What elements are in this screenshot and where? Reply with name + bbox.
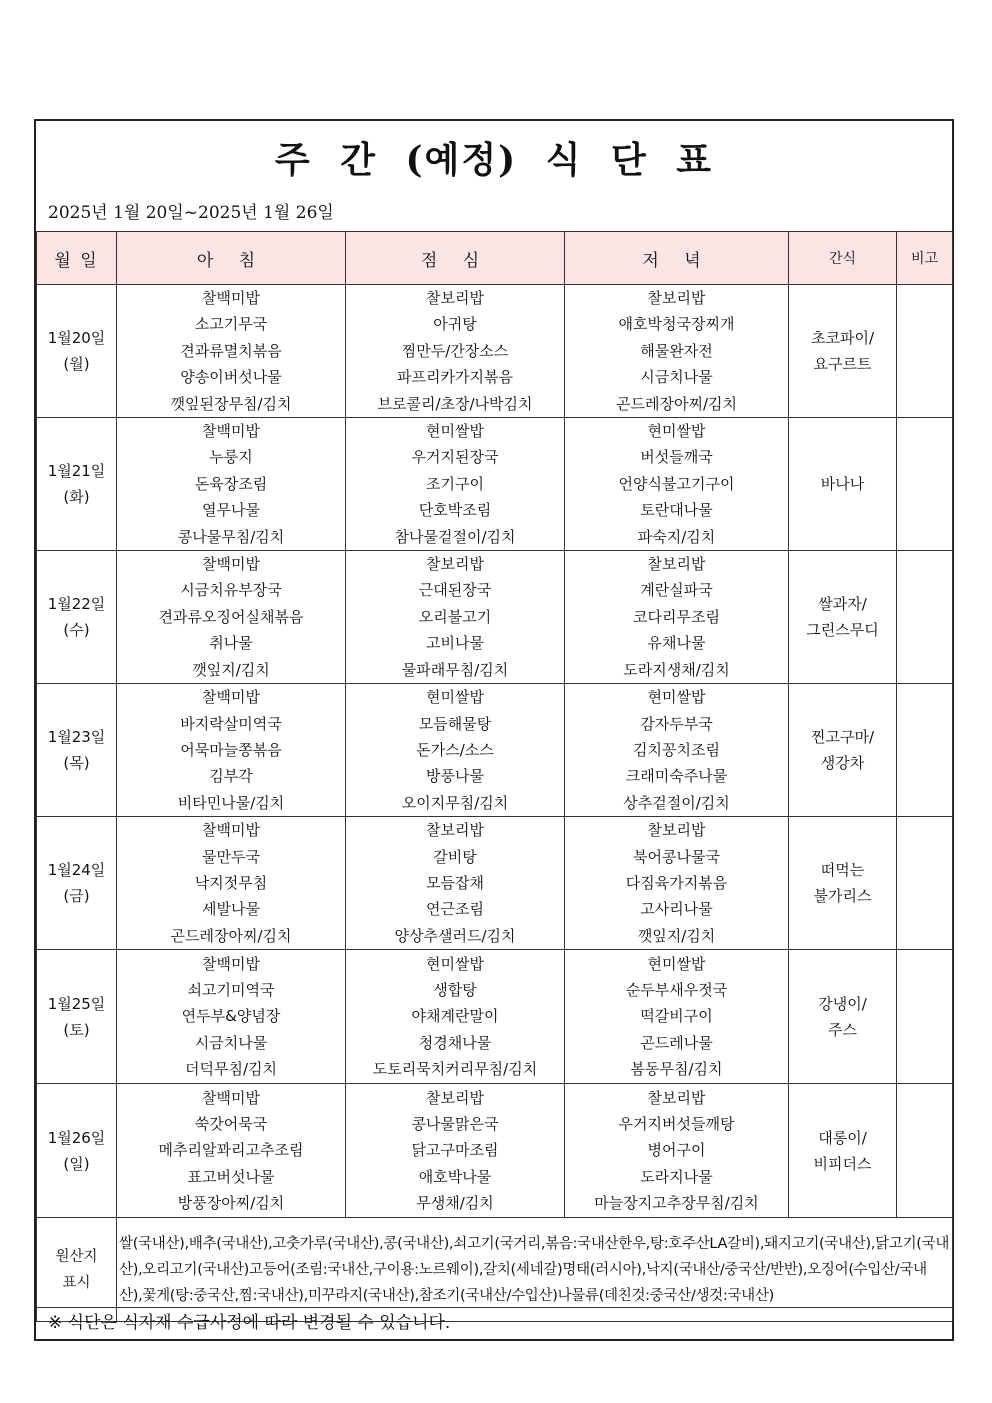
dinner-dish: 토란대나물 [640, 501, 713, 520]
dinner-dish: 떡갈비구이 [640, 1007, 713, 1026]
breakfast-cell [117, 684, 346, 817]
lunch-dish: 브로콜리/초장/나박김치 [377, 394, 533, 413]
page-title: 주 간 (예정) 식 단 표 [274, 139, 714, 181]
lunch-dish: 찰보리밥 [426, 555, 484, 574]
dinner-dish: 계란실파국 [640, 581, 713, 600]
snack-item: 초코파이/ [810, 329, 874, 348]
breakfast-dish: 누룽지 [209, 448, 253, 467]
lunch-dish: 콩나물맑은국 [411, 1115, 499, 1134]
snack-item: 요구르트 [813, 355, 872, 374]
dinner-dish: 고사리나물 [640, 900, 713, 919]
breakfast-dish: 더덕무침/김치 [185, 1060, 277, 1079]
breakfast-cell [117, 418, 346, 551]
lunch-cell [346, 285, 565, 418]
lunch-dish: 찰보리밥 [426, 821, 484, 840]
breakfast-cell [117, 1084, 346, 1218]
breakfast-dish: 견과류오징어실채볶음 [158, 607, 304, 626]
breakfast-cell [117, 285, 346, 418]
header-snack: 간식 [789, 232, 897, 285]
lunch-dish: 현미쌀밥 [426, 954, 484, 973]
menu-day-row [37, 418, 953, 551]
lunch-dish: 모듬해물탕 [418, 714, 492, 733]
lunch-dish: 근대된장국 [418, 581, 492, 600]
lunch-dish: 연근조림 [426, 900, 484, 919]
breakfast-cell [117, 817, 346, 950]
lunch-dish: 현미쌀밥 [426, 422, 484, 441]
menu-day-row [37, 1084, 953, 1218]
day-weekday: (화) [63, 488, 90, 507]
dinner-dish: 김치꽁치조림 [633, 740, 720, 759]
snack-item: 비피더스 [813, 1154, 872, 1173]
dinner-dish: 우거지버섯들깨탕 [618, 1115, 735, 1134]
day-weekday: (월) [63, 355, 90, 374]
header-row [37, 232, 953, 285]
breakfast-dish: 표고버섯나물 [187, 1167, 275, 1186]
breakfast-dish: 찰백미밥 [202, 821, 260, 840]
lunch-dish: 갈비탕 [433, 847, 477, 866]
breakfast-dish: 쑥갓어묵국 [194, 1115, 268, 1134]
lunch-dish: 아귀탕 [433, 315, 477, 334]
dinner-dish: 곤드레장아찌/김치 [616, 394, 737, 413]
lunch-cell [346, 1084, 565, 1218]
snack-cell [789, 817, 897, 950]
breakfast-dish: 시금치나물 [194, 1033, 268, 1052]
dinner-cell [565, 817, 789, 950]
breakfast-dish: 김부각 [209, 767, 253, 786]
dinner-dish: 현미쌀밥 [647, 422, 706, 441]
day-weekday: (토) [63, 1020, 90, 1039]
day-date: 1월24일 [47, 861, 106, 880]
dinner-dish: 순두부새우젓국 [625, 981, 728, 1000]
day-date: 1월25일 [47, 994, 106, 1013]
dinner-cell [565, 684, 789, 817]
weekly-menu-table [36, 231, 953, 1322]
breakfast-dish: 견과류멸치볶음 [180, 341, 282, 360]
breakfast-dish: 찰백미밥 [202, 289, 260, 307]
lunch-dish: 우거지된장국 [411, 448, 499, 467]
menu-day-row [37, 551, 953, 684]
snack-cell [789, 950, 897, 1084]
dinner-dish: 곤드레나물 [640, 1033, 713, 1052]
lunch-dish: 찰보리밥 [426, 1088, 484, 1107]
snack-cell [789, 1084, 897, 1218]
breakfast-dish: 취나물 [209, 634, 253, 653]
snack-cell [789, 418, 897, 551]
lunch-dish: 양상추샐러드/김치 [394, 926, 516, 945]
dinner-cell [565, 551, 789, 684]
dinner-cell [565, 285, 789, 418]
breakfast-cell [117, 551, 346, 684]
breakfast-dish: 비타민나물/김치 [177, 793, 285, 812]
snack-item: 바나나 [820, 475, 865, 494]
breakfast-dish: 소고기무국 [194, 315, 268, 334]
snack-item: 강냉이/ [818, 994, 867, 1013]
breakfast-dish: 찰백미밥 [202, 422, 260, 441]
breakfast-dish: 깻잎지/김치 [192, 660, 270, 679]
dinner-dish: 코다리무조림 [633, 607, 720, 626]
lunch-dish: 오이지무침/김치 [401, 793, 509, 812]
dinner-dish: 마늘장지고추장무침/김치 [594, 1194, 759, 1213]
dinner-dish: 상추겉절이/김치 [623, 793, 730, 812]
lunch-dish: 무생채/김치 [416, 1194, 494, 1213]
day-weekday: (일) [63, 1154, 90, 1173]
snack-cell [789, 684, 897, 817]
snack-cell [789, 285, 897, 418]
day-date: 1월22일 [47, 595, 106, 614]
dinner-cell [565, 950, 789, 1084]
breakfast-dish: 깻잎된장무침/김치 [170, 394, 292, 413]
breakfast-dish: 세발나물 [202, 900, 260, 919]
breakfast-dish: 양송이버섯나물 [180, 368, 282, 387]
dinner-dish: 찰보리밥 [647, 555, 706, 574]
breakfast-dish: 바지락살미역국 [180, 714, 282, 733]
lunch-dish: 조기구이 [426, 474, 484, 493]
header-note: 비고 [897, 232, 953, 285]
note-cell [897, 551, 953, 684]
breakfast-dish: 찰백미밥 [202, 954, 260, 973]
note-cell [897, 950, 953, 1084]
breakfast-dish: 곤드레장아찌/김치 [170, 926, 292, 945]
day-date-cell [37, 684, 117, 817]
menu-sheet [34, 119, 954, 1341]
menu-day-row [37, 684, 953, 817]
menu-period: 2025년 1월 20일~2025년 1월 26일 [48, 203, 334, 223]
notice-text: ※ 식단은 식자재 수급사정에 따라 변경될 수 있습니다. [48, 1313, 451, 1333]
snack-item: 쌀과자/ [818, 595, 867, 614]
lunch-cell [346, 551, 565, 684]
dinner-dish: 현미쌀밥 [647, 954, 706, 973]
day-weekday: (수) [63, 621, 90, 640]
note-cell [897, 1084, 953, 1218]
lunch-dish: 청경채나물 [418, 1033, 492, 1052]
lunch-cell [346, 418, 565, 551]
lunch-dish: 돈가스/소스 [416, 740, 494, 759]
dinner-dish: 감자두부국 [640, 714, 713, 733]
breakfast-dish: 시금치유부장국 [180, 581, 282, 600]
day-date: 1월20일 [47, 329, 106, 348]
dinner-dish: 언양식불고기구이 [618, 474, 735, 493]
lunch-dish: 야채계란말이 [411, 1007, 499, 1026]
origin-label: 원산지 표시 [37, 1218, 117, 1322]
breakfast-cell [117, 950, 346, 1084]
lunch-cell [346, 684, 565, 817]
dinner-dish: 찰보리밥 [647, 289, 706, 307]
note-cell [897, 817, 953, 950]
day-date-cell [37, 551, 117, 684]
snack-item: 떠먹는 [820, 861, 865, 880]
lunch-dish: 파프리카가지볶음 [397, 368, 513, 387]
dinner-dish: 찰보리밥 [647, 821, 706, 840]
note-cell [897, 418, 953, 551]
breakfast-dish: 어묵마늘쫑볶음 [180, 740, 282, 759]
lunch-dish: 애호박나물 [418, 1167, 492, 1186]
breakfast-dish: 연두부&양념장 [181, 1007, 281, 1026]
dinner-dish: 찰보리밥 [647, 1088, 706, 1107]
lunch-dish: 오리불고기 [418, 607, 492, 626]
note-cell [897, 285, 953, 418]
breakfast-dish: 낙지젓무침 [194, 873, 268, 892]
breakfast-dish: 메추리알꽈리고추조림 [158, 1141, 304, 1160]
dinner-dish: 해물완자전 [640, 341, 713, 360]
lunch-dish: 물파래무침/김치 [401, 660, 509, 679]
snack-item: 대롱이/ [818, 1128, 867, 1147]
origin-text: 쌀(국내산),배추(국내산),고춧가루(국내산),콩(국내산),쇠고기(국거리,볶음:국내산한우,탕:호주산LA갈비),돼지고기(국내산),닭고기(국내산),오리고기(국내산)고등어(조림:국내산,구이용:노르웨이),갈치(세네갈)명태(러시아),낙지(국내산/중국산/반반),오징어(수입산/국내산),꽃게(탕:중국산,찜:국내산),미꾸라지(국내산),참조기(국내산/수입산)나물류(데친것:중국산/생것:국내산) [117, 1218, 953, 1322]
lunch-dish: 도토리묵치커리무침/김치 [372, 1060, 538, 1079]
lunch-dish: 방풍나물 [426, 767, 484, 786]
lunch-cell [346, 950, 565, 1084]
header-date: 월 일 [37, 232, 117, 285]
breakfast-dish: 찰백미밥 [202, 555, 260, 574]
lunch-dish: 참나물겉절이/김치 [394, 527, 516, 546]
dinner-dish: 도라지나물 [640, 1167, 713, 1186]
day-date: 1월23일 [47, 728, 106, 747]
snack-item: 생강차 [820, 754, 865, 773]
day-date-cell [37, 418, 117, 551]
day-date: 1월26일 [47, 1128, 106, 1147]
dinner-dish: 봄동무침/김치 [630, 1060, 723, 1079]
dinner-cell [565, 1084, 789, 1218]
lunch-dish: 모듬잡채 [426, 873, 484, 892]
dinner-dish: 애호박청국장찌개 [618, 315, 735, 334]
day-weekday: (목) [63, 754, 90, 773]
lunch-dish: 생합탕 [433, 981, 477, 1000]
day-date-cell [37, 285, 117, 418]
dinner-dish: 다짐육가지볶음 [625, 873, 728, 892]
menu-day-row [37, 950, 953, 1084]
dinner-dish: 북어콩나물국 [633, 847, 720, 866]
breakfast-dish: 쇠고기미역국 [187, 981, 275, 1000]
breakfast-dish: 콩나물무침/김치 [177, 527, 285, 546]
breakfast-dish: 방풍장아찌/김치 [177, 1194, 285, 1213]
notice-divider [36, 1307, 952, 1308]
dinner-dish: 깻잎지/김치 [637, 926, 716, 945]
dinner-dish: 시금치나물 [640, 368, 713, 387]
day-date-cell [37, 950, 117, 1084]
header-breakfast: 아 침 [117, 232, 346, 285]
day-date: 1월21일 [47, 462, 106, 481]
snack-item: 그린스무디 [806, 621, 879, 640]
breakfast-dish: 찰백미밥 [202, 1088, 260, 1107]
header-dinner: 저 녁 [565, 232, 789, 285]
lunch-dish: 찜만두/간장소스 [401, 341, 509, 360]
lunch-dish: 닭고구마조림 [411, 1141, 499, 1160]
dinner-dish: 유채나물 [647, 634, 706, 653]
snack-cell [789, 551, 897, 684]
breakfast-dish: 물만두국 [202, 847, 260, 866]
lunch-dish: 현미쌀밥 [426, 688, 484, 707]
snack-item: 불가리스 [813, 887, 872, 906]
lunch-cell [346, 817, 565, 950]
dinner-dish: 크래미숙주나물 [625, 767, 728, 786]
snack-item: 주스 [828, 1020, 857, 1039]
menu-day-row [37, 817, 953, 950]
lunch-dish: 찰보리밥 [426, 289, 484, 307]
menu-day-row [37, 285, 953, 418]
snack-item: 찐고구마/ [810, 728, 874, 747]
breakfast-dish: 열무나물 [202, 501, 260, 520]
day-date-cell [37, 817, 117, 950]
day-date-cell [37, 1084, 117, 1218]
dinner-dish: 현미쌀밥 [647, 688, 706, 707]
dinner-dish: 도라지생채/김치 [623, 660, 730, 679]
lunch-dish: 고비나물 [426, 634, 484, 653]
lunch-dish: 단호박조림 [418, 501, 492, 520]
dinner-cell [565, 418, 789, 551]
day-weekday: (금) [63, 887, 90, 906]
breakfast-dish: 찰백미밥 [202, 688, 260, 707]
note-cell [897, 684, 953, 817]
dinner-dish: 병어구이 [647, 1141, 706, 1160]
header-lunch: 점 심 [346, 232, 565, 285]
breakfast-dish: 돈육장조림 [194, 474, 268, 493]
dinner-dish: 파숙지/김치 [637, 527, 716, 546]
dinner-dish: 버섯들깨국 [640, 448, 713, 467]
